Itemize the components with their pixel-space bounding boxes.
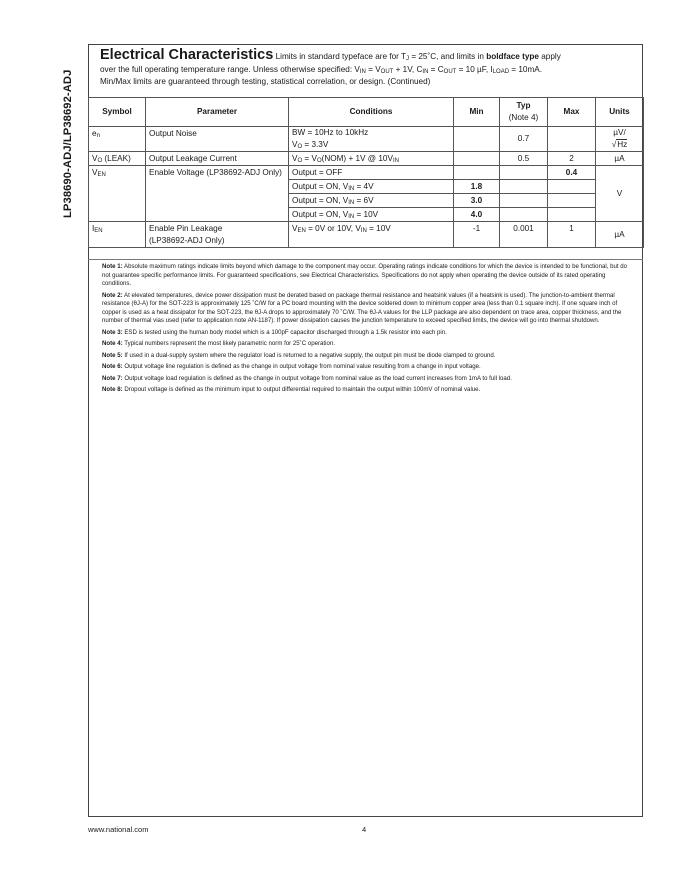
cell-symbol: $V_{EN}$ [89,166,146,222]
cell-conditions: Output = ON, $V_{IN} = 6V$ [289,194,454,208]
footer-website[interactable]: www.national.com [88,825,149,834]
cell-max: 0.4 [548,166,596,180]
cell-min: 1.8 [454,180,500,194]
notes [102,263,630,398]
table-row [89,222,644,248]
table-header-row [89,98,644,127]
cell-min [454,152,500,166]
table-row [89,166,644,180]
cell-max: 1 [548,222,596,248]
cell-max [548,194,596,208]
header-typ: Typ (Note 4) [500,98,548,127]
table-row [89,127,644,152]
side-title: LP38690-ADJ/LP38692-ADJ [62,69,74,218]
cell-min [454,127,500,152]
cell-typ [500,166,548,180]
note-4: Note 4: Typical numbers represent the most likely parametric norm for 25˚C operation. [102,340,335,347]
cell-parameter: Enable Voltage (LP38692-ADJ Only) [146,166,289,222]
intro: Electrical Characteristics Limits in standard typeface are for $T_J$ = 25˚C, and limits in boldface type apply over the full operating temperature range. Unless otherwise specified: $V_{IN} = V_{OUT} + 1V$, $C_{IN} = C_{OUT} = 10$ µF, $I_{LOAD} = 10mA$. Min/Max limits are guaranteed through testing, statistical correlation, or design. (Continued) [100,47,561,87]
cell-parameter: Output Leakage Current [146,152,289,166]
cell-max [548,127,596,152]
cell-typ [500,208,548,222]
cell-min: -1 [454,222,500,248]
cell-conditions: BW = 10Hz to 10kHz $V_O = 3.3V$ [289,127,454,152]
header-symbol: Symbol [89,98,146,127]
cell-min [454,166,500,180]
notes-divider [88,259,643,260]
cell-max: 2 [548,152,596,166]
note-6: Note 6: Output voltage line regulation is defined as the change in output voltage from nominal value resulting from a change in input voltage. [102,363,481,370]
table-row [89,152,644,166]
note-2: Note 2: At elevated temperatures, device power dissipation must be derated based on package thermal resistance and heatsink values (if a heatsink is used). The junction-to-ambient thermal resistance (θJ-A) for the SOT-223 is approximately 125 ˚C/W for a PC board mounting with the device soldered down to minimum copper area (less than 0.1 square inch). If one square inch of copper is used as a heat dissipator for the SOT-223, the θJ-A drops to approximately 70 ˚C/W. The θJ-A values for the LLP package are also dependent on trace area, copper thickness, and the number of thermal vias used (refer to application note AN-1187). If power dissipation causes the junction temperature to exceed specified limits, the device will go into thermal shutdown. [102,291,622,324]
cell-parameter: Output Noise [146,127,289,152]
cell-conditions: Output = OFF [289,166,454,180]
note-3: Note 3: ESD is tested using the human body model which is a 100pF capacitor discharged through a 1.5k resistor into each pin. [102,328,447,336]
cell-conditions: Output = ON, $V_{IN} = 4V$ [289,180,454,194]
cell-typ [500,194,548,208]
cell-typ: 0.5 [500,152,548,166]
cell-symbol: $I_{EN}$ [89,222,146,248]
cell-units: µA [596,222,644,248]
header-units: Units [596,98,644,127]
page-number: 4 [362,825,367,834]
section-heading: Electrical Characteristics [100,47,274,63]
cell-conditions: Output = ON, $V_{IN} = 10V$ [289,208,454,222]
note-8: Note 8: Dropout voltage is defined as the minimum input to output differential required to maintain the output within 100mV of nominal value. [102,386,481,393]
note-7: Note 7: Output voltage load regulation is defined as the change in output voltage from nominal value as the load current increases from 1mA to full load. [102,374,512,382]
header-parameter: Parameter [146,98,289,127]
header-conditions: Conditions [289,98,454,127]
cell-typ: 0.001 [500,222,548,248]
cell-parameter: Enable Pin Leakage (LP38692-ADJ Only) [146,222,289,248]
cell-symbol: $e_n$ [89,127,146,152]
note-5: Note 5: If used in a dual-supply system where the regulator load is returned to a negative supply, the output pin must be diode clamped to ground. [102,351,496,359]
note-1: Note 1: Absolute maximum ratings indicate limits beyond which damage to the component may occur. Operating ratings indicate conditions for which the device is intended to be functional, but do not guarantee specific performance limits. For guaranteed specifications, see Electrical Characteristics. Specifications do not apply when operating the device outside of its rated operating conditions. [102,263,628,287]
cell-units: V [596,166,644,222]
cell-typ: 0.7 [500,127,548,152]
cell-typ [500,180,548,194]
cell-units: µA [596,152,644,166]
cell-max [548,180,596,194]
cell-conditions: $V_O = V_O(NOM) + 1V$ @ $10V_{IN}$ [289,152,454,166]
header-max: Max [548,98,596,127]
cell-units: µV/ √Hz [596,127,644,152]
cell-min: 3.0 [454,194,500,208]
electrical-characteristics-table [88,97,644,248]
cell-symbol: $V_O$ (LEAK) [89,152,146,166]
cell-conditions: $V_{EN} = 0V$ or 10V, $V_{IN} = 10V$ [289,222,454,248]
cell-max [548,208,596,222]
cell-min: 4.0 [454,208,500,222]
header-min: Min [454,98,500,127]
